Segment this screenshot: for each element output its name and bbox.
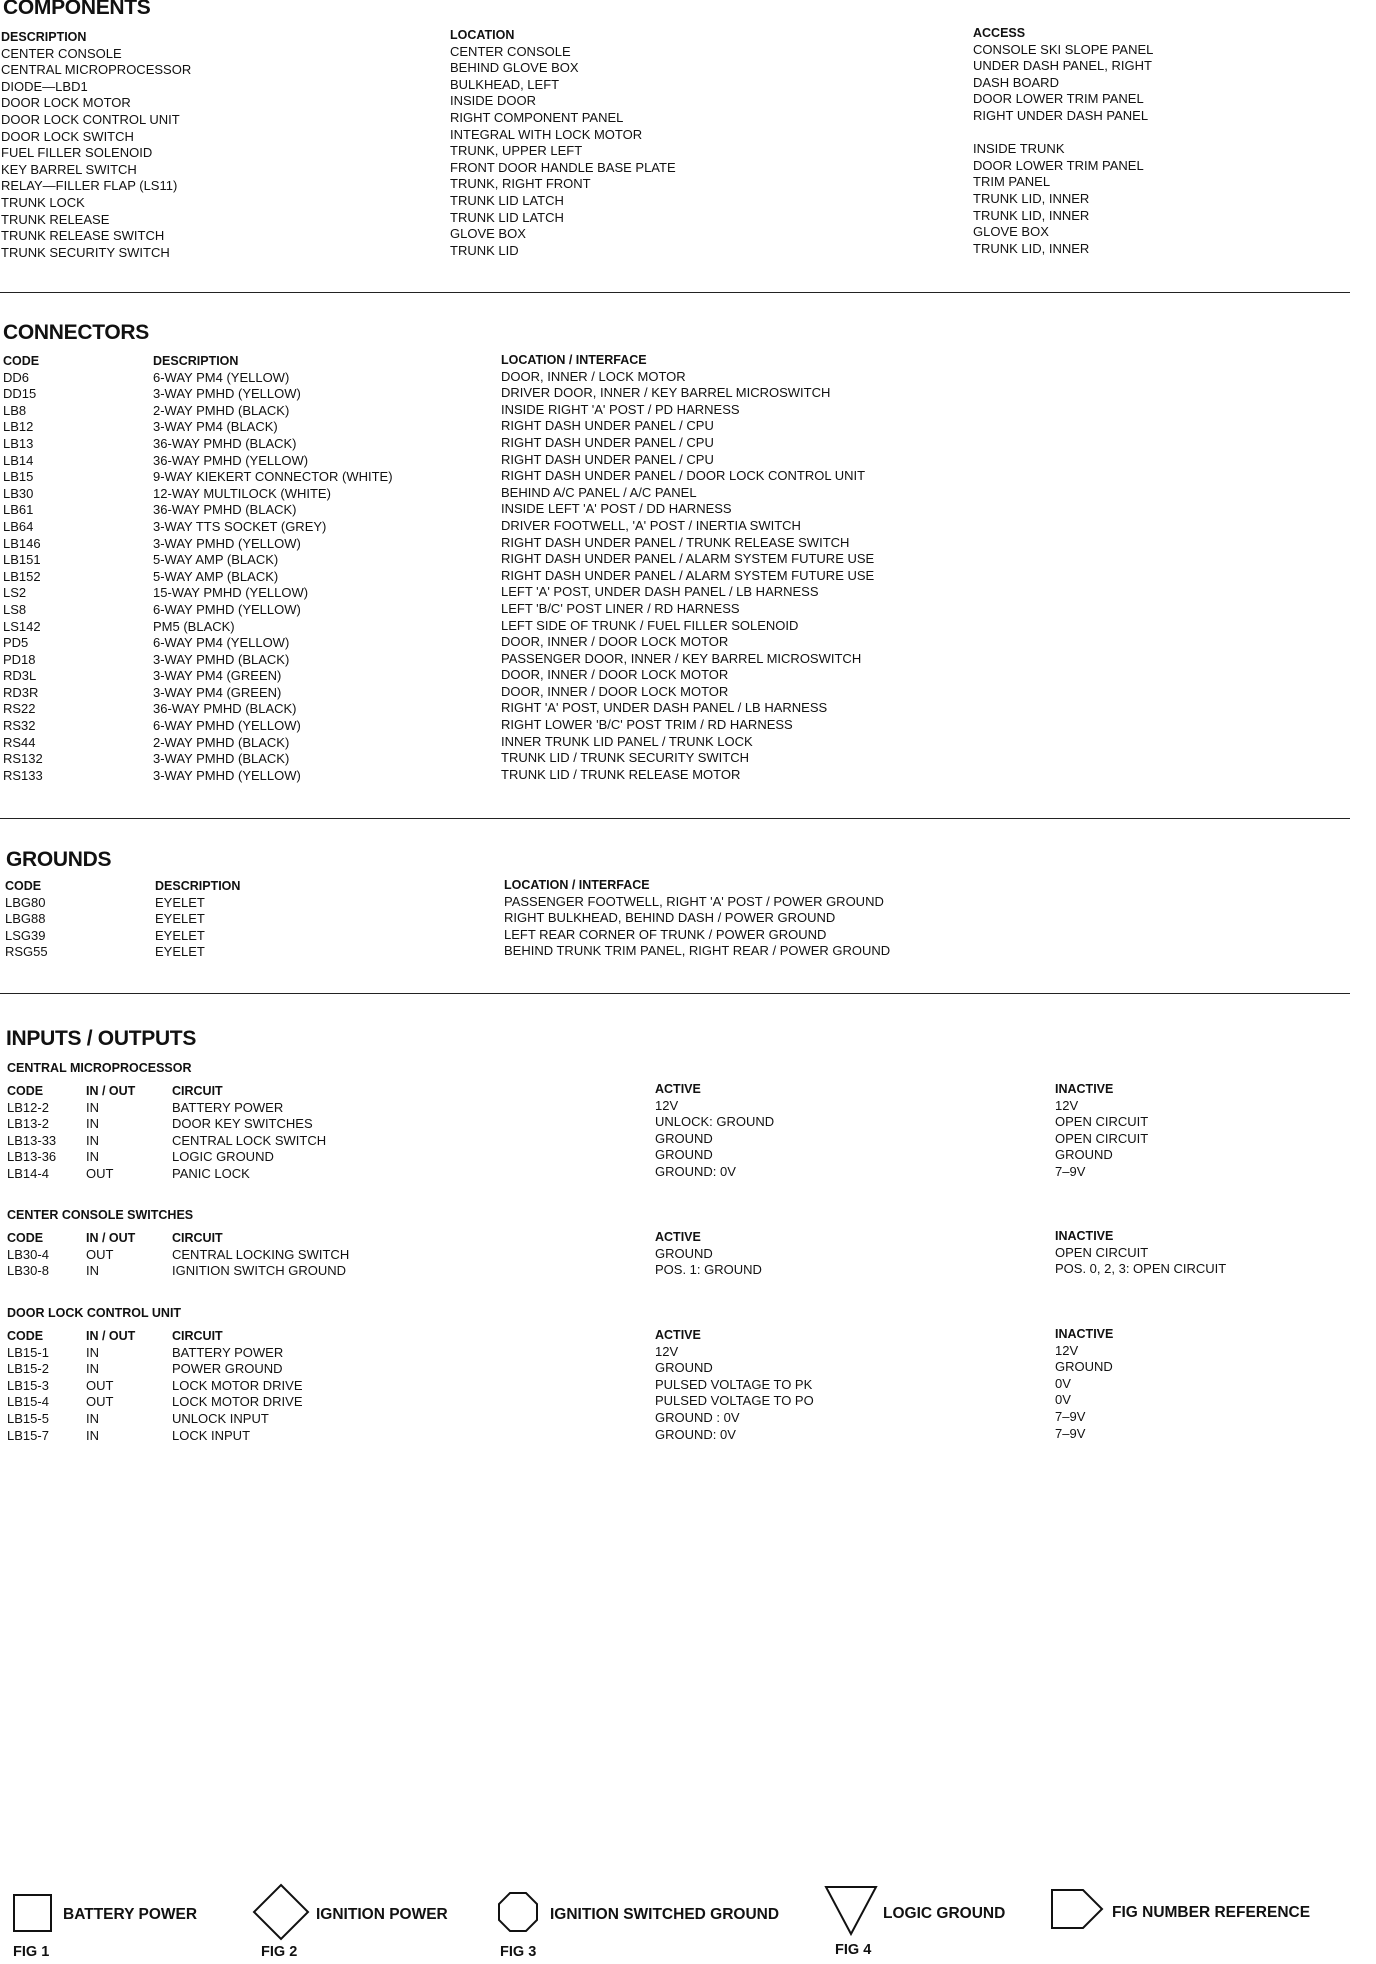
table-cell: DOOR, INNER / DOOR LOCK MOTOR: [501, 667, 729, 683]
table-cell: GROUND: [655, 1130, 713, 1146]
legend-label: FIG NUMBER REFERENCE: [1112, 1904, 1311, 1921]
table-cell: 12V: [1055, 1097, 1079, 1113]
table-cell: CENTER CONSOLE: [450, 43, 571, 59]
fig-label: FIG 4: [835, 1942, 872, 1958]
table-cell: RIGHT LOWER 'B/C' POST TRIM / RD HARNESS: [501, 717, 793, 733]
legend-label: LOGIC GROUND: [883, 1905, 1006, 1922]
table-cell: LB12: [3, 419, 34, 435]
table-cell: GROUND: [1055, 1359, 1113, 1375]
table-cell: PANIC LOCK: [172, 1165, 250, 1181]
table-cell: INTEGRAL WITH LOCK MOTOR: [450, 126, 643, 142]
components-heading: COMPONENTS: [3, 0, 151, 19]
table-cell: GLOVE BOX: [973, 224, 1049, 240]
table-cell: LB12-2: [7, 1099, 49, 1115]
components-description-header: DESCRIPTION: [1, 30, 87, 44]
square-icon: [13, 1894, 53, 1932]
table-cell: PD5: [3, 635, 29, 651]
table-cell: TRUNK LID / TRUNK RELEASE MOTOR: [501, 766, 741, 782]
table-cell: LB15-7: [7, 1427, 49, 1443]
table-cell: LB15: [3, 469, 34, 485]
table-cell: RIGHT COMPONENT PANEL: [450, 109, 624, 125]
divider: [0, 292, 1350, 293]
table-cell: LB61: [3, 502, 34, 518]
io-circuit-header: CIRCUIT: [172, 1231, 223, 1245]
io-group-title: CENTER CONSOLE SWITCHES: [7, 1208, 194, 1222]
table-cell: RELAY—FILLER FLAP (LS11): [1, 178, 178, 194]
table-cell: LS2: [3, 585, 27, 601]
table-cell: 7–9V: [1055, 1425, 1086, 1441]
io-inactive-header: INACTIVE: [1055, 1327, 1114, 1341]
grounds-heading: GROUNDS: [6, 848, 112, 871]
components-location-header: LOCATION: [450, 28, 515, 42]
io-active-header: ACTIVE: [655, 1328, 701, 1342]
connectors-heading: CONNECTORS: [3, 321, 149, 344]
table-cell: LEFT REAR CORNER OF TRUNK / POWER GROUND: [504, 926, 827, 942]
table-cell: TRUNK SECURITY SWITCH: [1, 244, 170, 260]
fig-label: FIG 3: [500, 1944, 537, 1960]
table-cell: POS. 0, 2, 3: OPEN CIRCUIT: [1055, 1261, 1227, 1277]
table-cell: DOOR LOCK SWITCH: [1, 128, 134, 144]
table-cell: RIGHT DASH UNDER PANEL / DOOR LOCK CONTROL UNIT: [501, 468, 866, 484]
table-cell: RIGHT DASH UNDER PANEL / ALARM SYSTEM FUTURE USE: [501, 567, 875, 583]
table-cell: OPEN CIRCUIT: [1055, 1130, 1149, 1146]
table-cell: LB14-4: [7, 1165, 49, 1181]
table-cell: GROUND: [655, 1245, 713, 1261]
table-cell: DOOR, INNER / LOCK MOTOR: [501, 368, 686, 384]
table-cell: UNLOCK: GROUND: [655, 1114, 775, 1130]
table-cell: DOOR LOCK CONTROL UNIT: [1, 111, 180, 127]
table-cell: CENTRAL LOCK SWITCH: [172, 1132, 327, 1148]
io-inout-column: [86, 1083, 135, 1183]
table-cell: GROUND : 0V: [655, 1409, 740, 1425]
io-inout-column: [86, 1230, 135, 1280]
table-cell: FRONT DOOR HANDLE BASE PLATE: [450, 159, 676, 175]
table-cell: LOCK MOTOR DRIVE: [172, 1394, 303, 1410]
components-access-header: ACCESS: [973, 26, 1026, 40]
grounds-code-header: CODE: [5, 879, 42, 893]
grounds-code-column: [5, 878, 48, 961]
grounds-description-header: DESCRIPTION: [155, 879, 241, 893]
table-cell: RS133: [3, 767, 43, 783]
table-cell: LB30-8: [7, 1263, 49, 1279]
legend-label: IGNITION SWITCHED GROUND: [550, 1906, 780, 1923]
table-cell: BATTERY POWER: [172, 1099, 284, 1115]
io-heading: INPUTS / OUTPUTS: [6, 1027, 197, 1050]
table-cell: 12V: [1055, 1342, 1079, 1358]
table-cell: 6-WAY PM4 (YELLOW): [153, 369, 290, 385]
table-cell: LB152: [3, 568, 41, 584]
table-cell: RIGHT DASH UNDER PANEL / CPU: [501, 418, 714, 434]
table-cell: RSG55: [5, 944, 48, 960]
table-cell: PM5 (BLACK): [153, 618, 235, 634]
table-cell: RIGHT DASH UNDER PANEL / CPU: [501, 451, 714, 467]
table-cell: DASH BOARD: [973, 74, 1059, 90]
table-cell: IN: [86, 1149, 99, 1165]
diamond-icon: [253, 1884, 309, 1940]
table-cell: 2-WAY PMHD (BLACK): [153, 734, 290, 750]
io-active-header: ACTIVE: [655, 1230, 701, 1244]
table-cell: [973, 125, 1153, 142]
table-cell: IN: [86, 1361, 99, 1377]
table-cell: TRUNK, UPPER LEFT: [450, 143, 583, 159]
io-circuit-column: [172, 1083, 326, 1183]
table-cell: 36-WAY PMHD (BLACK): [153, 701, 297, 717]
table-cell: LB8: [3, 402, 27, 418]
table-cell: LB15-1: [7, 1344, 49, 1360]
io-inactive-header: INACTIVE: [1055, 1082, 1114, 1096]
divider: [0, 818, 1350, 819]
table-cell: LB13-36: [7, 1149, 57, 1165]
table-cell: OPEN CIRCUIT: [1055, 1114, 1149, 1130]
table-cell: LB30: [3, 485, 34, 501]
triangle-icon: [825, 1886, 877, 1936]
io-code-header: CODE: [7, 1231, 44, 1245]
table-cell: TRUNK LID, INNER: [973, 190, 1090, 206]
table-cell: EYELET: [155, 927, 205, 943]
io-circuit-column: [172, 1230, 349, 1280]
table-cell: TRUNK LID, INNER: [973, 240, 1090, 256]
pentagon-arrow-icon: [1051, 1889, 1103, 1929]
table-cell: RS32: [3, 718, 36, 734]
table-cell: EYELET: [155, 911, 205, 927]
table-cell: 15-WAY PMHD (YELLOW): [153, 585, 309, 601]
table-cell: 3-WAY PMHD (BLACK): [153, 751, 290, 767]
table-cell: 3-WAY PM4 (GREEN): [153, 668, 282, 684]
table-cell: IN: [86, 1099, 99, 1115]
io-code-column: [7, 1230, 49, 1280]
table-cell: EYELET: [155, 894, 205, 910]
table-cell: DOOR LOWER TRIM PANEL: [973, 91, 1144, 107]
table-cell: LOGIC GROUND: [172, 1149, 274, 1165]
table-cell: OUT: [86, 1377, 114, 1393]
table-cell: LEFT 'A' POST, UNDER DASH PANEL / LB HARNESS: [501, 584, 819, 600]
io-active-header: ACTIVE: [655, 1082, 701, 1096]
table-cell: LB15-2: [7, 1361, 49, 1377]
table-cell: LBG88: [5, 911, 46, 927]
table-cell: LEFT 'B/C' POST LINER / RD HARNESS: [501, 600, 740, 616]
table-cell: OUT: [86, 1394, 114, 1410]
io-circuit-header: CIRCUIT: [172, 1329, 223, 1343]
table-cell: KEY BARREL SWITCH: [1, 161, 137, 177]
table-cell: CENTRAL LOCKING SWITCH: [172, 1246, 350, 1262]
table-cell: POWER GROUND: [172, 1361, 283, 1377]
table-cell: LBG80: [5, 894, 46, 910]
table-cell: LOCK INPUT: [172, 1427, 251, 1443]
table-cell: RS132: [3, 751, 43, 767]
table-cell: 12V: [655, 1097, 679, 1113]
table-cell: LSG39: [5, 927, 46, 943]
table-cell: LB146: [3, 535, 41, 551]
table-cell: IN: [86, 1410, 99, 1426]
table-cell: RIGHT BULKHEAD, BEHIND DASH / POWER GROUND: [504, 910, 836, 926]
table-cell: LB15-3: [7, 1377, 49, 1393]
table-cell: INSIDE TRUNK: [973, 141, 1065, 157]
table-cell: RIGHT 'A' POST, UNDER DASH PANEL / LB HARNESS: [501, 700, 828, 716]
io-active-column: [655, 1229, 762, 1279]
connectors-description-header: DESCRIPTION: [153, 354, 239, 368]
components-access-column: [973, 25, 1153, 257]
table-cell: INSIDE DOOR: [450, 93, 536, 109]
grounds-location-column: [504, 877, 890, 960]
legend-label: BATTERY POWER: [63, 1906, 198, 1923]
io-active-column: [655, 1081, 774, 1181]
table-cell: BEHIND GLOVE BOX: [450, 60, 579, 76]
table-cell: TRUNK LID / TRUNK SECURITY SWITCH: [501, 750, 749, 766]
io-circuit-header: CIRCUIT: [172, 1084, 223, 1098]
table-cell: PASSENGER DOOR, INNER / KEY BARREL MICROSWITCH: [501, 650, 862, 666]
table-cell: 12V: [655, 1343, 679, 1359]
io-inactive-column: [1055, 1228, 1226, 1278]
table-cell: IN: [86, 1344, 99, 1360]
io-code-column: [7, 1083, 56, 1183]
table-cell: GROUND: [655, 1360, 713, 1376]
table-cell: OUT: [86, 1165, 114, 1181]
table-cell: GROUND: 0V: [655, 1426, 736, 1442]
table-cell: TRUNK LID: [450, 242, 519, 258]
table-cell: 36-WAY PMHD (BLACK): [153, 435, 297, 451]
io-code-header: CODE: [7, 1329, 44, 1343]
io-circuit-column: [172, 1328, 303, 1444]
legend-label: IGNITION POWER: [316, 1906, 448, 1923]
io-inout-column: [86, 1328, 135, 1444]
table-cell: RIGHT DASH UNDER PANEL / CPU: [501, 434, 714, 450]
table-cell: UNLOCK INPUT: [172, 1410, 269, 1426]
table-cell: IN: [86, 1116, 99, 1132]
table-cell: LB14: [3, 452, 34, 468]
table-cell: CONSOLE SKI SLOPE PANEL: [973, 41, 1154, 57]
table-cell: PULSED VOLTAGE TO PO: [655, 1393, 814, 1409]
io-group-title: DOOR LOCK CONTROL UNIT: [7, 1306, 182, 1320]
table-cell: GROUND: [1055, 1147, 1113, 1163]
table-cell: LB15-4: [7, 1394, 49, 1410]
table-cell: 3-WAY PMHD (YELLOW): [153, 386, 301, 402]
table-cell: DD6: [3, 369, 30, 385]
table-cell: RIGHT DASH UNDER PANEL / ALARM SYSTEM FUTURE USE: [501, 551, 875, 567]
table-cell: OUT: [86, 1246, 114, 1262]
table-cell: DOOR LOWER TRIM PANEL: [973, 157, 1144, 173]
table-cell: DIODE—LBD1: [1, 78, 88, 94]
table-cell: 5-WAY AMP (BLACK): [153, 568, 279, 584]
io-inout-header: IN / OUT: [86, 1231, 136, 1245]
grounds-location-header: LOCATION / INTERFACE: [504, 878, 650, 892]
table-cell: TRUNK RELEASE SWITCH: [1, 228, 165, 244]
table-cell: POS. 1: GROUND: [655, 1262, 762, 1278]
table-cell: BEHIND TRUNK TRIM PANEL, RIGHT REAR / POWER GROUND: [504, 943, 891, 959]
components-location-column: [450, 27, 676, 259]
table-cell: INSIDE RIGHT 'A' POST / PD HARNESS: [501, 401, 740, 417]
table-cell: LB64: [3, 518, 34, 534]
io-code-header: CODE: [7, 1084, 44, 1098]
connectors-location-column: [501, 352, 874, 783]
io-group-title: CENTRAL MICROPROCESSOR: [7, 1061, 192, 1075]
table-cell: TRUNK LID LATCH: [450, 192, 564, 208]
table-cell: INNER TRUNK LID PANEL / TRUNK LOCK: [501, 733, 753, 749]
table-cell: LB151: [3, 552, 41, 568]
table-cell: BATTERY POWER: [172, 1344, 284, 1360]
octagon-icon: [498, 1892, 538, 1932]
table-cell: EYELET: [155, 944, 205, 960]
table-cell: FUEL FILLER SOLENOID: [1, 145, 153, 161]
table-cell: LB30-4: [7, 1246, 49, 1262]
table-cell: IN: [86, 1263, 99, 1279]
table-cell: IN: [86, 1132, 99, 1148]
table-cell: DRIVER DOOR, INNER / KEY BARREL MICROSWITCH: [501, 385, 831, 401]
table-cell: RS44: [3, 734, 36, 750]
table-cell: LEFT SIDE OF TRUNK / FUEL FILLER SOLENOID: [501, 617, 799, 633]
table-cell: 6-WAY PM4 (YELLOW): [153, 635, 290, 651]
table-cell: TRUNK LID LATCH: [450, 209, 564, 225]
table-cell: IN: [86, 1427, 99, 1443]
table-cell: LB15-5: [7, 1410, 49, 1426]
table-cell: 36-WAY PMHD (BLACK): [153, 502, 297, 518]
divider: [0, 993, 1350, 994]
table-cell: UNDER DASH PANEL, RIGHT: [973, 58, 1152, 74]
table-cell: TRUNK, RIGHT FRONT: [450, 176, 591, 192]
table-cell: RIGHT UNDER DASH PANEL: [973, 107, 1149, 123]
table-cell: LB13-33: [7, 1132, 57, 1148]
table-cell: RD3L: [3, 668, 37, 684]
table-cell: BEHIND A/C PANEL / A/C PANEL: [501, 484, 697, 500]
io-active-column: [655, 1327, 814, 1443]
table-cell: DOOR KEY SWITCHES: [172, 1116, 313, 1132]
io-inout-header: IN / OUT: [86, 1084, 136, 1098]
io-inactive-header: INACTIVE: [1055, 1229, 1114, 1243]
table-cell: 9-WAY KIEKERT CONNECTOR (WHITE): [153, 469, 393, 485]
table-cell: 6-WAY PMHD (YELLOW): [153, 601, 301, 617]
connectors-description-column: [153, 353, 393, 784]
table-cell: DRIVER FOOTWELL, 'A' POST / INERTIA SWITCH: [501, 517, 801, 533]
fig-label: FIG 2: [261, 1944, 298, 1960]
table-cell: CENTRAL MICROPROCESSOR: [1, 62, 192, 78]
components-description-column: [1, 29, 191, 261]
table-cell: TRUNK LID, INNER: [973, 207, 1090, 223]
table-cell: RS22: [3, 701, 36, 717]
table-cell: LOCK MOTOR DRIVE: [172, 1377, 303, 1393]
table-cell: DOOR, INNER / DOOR LOCK MOTOR: [501, 683, 729, 699]
table-cell: TRIM PANEL: [973, 174, 1051, 190]
table-cell: INSIDE LEFT 'A' POST / DD HARNESS: [501, 501, 732, 517]
table-cell: PD18: [3, 651, 36, 667]
io-inout-header: IN / OUT: [86, 1329, 136, 1343]
table-cell: CENTER CONSOLE: [1, 45, 122, 61]
table-cell: 3-WAY PMHD (YELLOW): [153, 767, 301, 783]
table-cell: OPEN CIRCUIT: [1055, 1244, 1149, 1260]
table-cell: 7–9V: [1055, 1408, 1086, 1424]
table-cell: TRUNK LOCK: [1, 194, 85, 210]
table-cell: PASSENGER FOOTWELL, RIGHT 'A' POST / POWER GROUND: [504, 893, 884, 909]
table-cell: DOOR LOCK MOTOR: [1, 95, 131, 111]
table-cell: BULKHEAD, LEFT: [450, 76, 560, 92]
connectors-location-header: LOCATION / INTERFACE: [501, 353, 647, 367]
table-cell: 3-WAY PMHD (YELLOW): [153, 535, 301, 551]
table-cell: LS142: [3, 618, 41, 634]
connectors-code-header: CODE: [3, 354, 40, 368]
io-code-column: [7, 1328, 49, 1444]
table-cell: 5-WAY AMP (BLACK): [153, 552, 279, 568]
table-cell: RD3R: [3, 684, 39, 700]
table-cell: 3-WAY PM4 (GREEN): [153, 684, 282, 700]
table-cell: LS8: [3, 601, 27, 617]
table-cell: 3-WAY TTS SOCKET (GREY): [153, 518, 327, 534]
table-cell: PULSED VOLTAGE TO PK: [655, 1376, 813, 1392]
table-cell: GROUND: [655, 1147, 713, 1163]
table-cell: 3-WAY PMHD (BLACK): [153, 651, 290, 667]
table-cell: 36-WAY PMHD (YELLOW): [153, 452, 309, 468]
table-cell: GROUND: 0V: [655, 1163, 736, 1179]
table-cell: LB13-2: [7, 1116, 49, 1132]
io-inactive-column: [1055, 1081, 1148, 1181]
grounds-description-column: [155, 878, 240, 961]
fig-label: FIG 1: [13, 1944, 50, 1960]
table-cell: RIGHT DASH UNDER PANEL / TRUNK RELEASE SWITCH: [501, 534, 850, 550]
table-cell: 0V: [1055, 1375, 1071, 1391]
table-cell: TRUNK RELEASE: [1, 211, 110, 227]
table-cell: 0V: [1055, 1392, 1071, 1408]
table-cell: DOOR, INNER / DOOR LOCK MOTOR: [501, 634, 729, 650]
table-cell: 2-WAY PMHD (BLACK): [153, 402, 290, 418]
table-cell: DD15: [3, 386, 37, 402]
connectors-code-column: [3, 353, 43, 784]
table-cell: 6-WAY PMHD (YELLOW): [153, 718, 301, 734]
table-cell: 3-WAY PM4 (BLACK): [153, 419, 278, 435]
table-cell: 12-WAY MULTILOCK (WHITE): [153, 485, 331, 501]
table-cell: LB13: [3, 435, 34, 451]
io-inactive-column: [1055, 1326, 1113, 1442]
table-cell: 7–9V: [1055, 1163, 1086, 1179]
table-cell: GLOVE BOX: [450, 226, 526, 242]
table-cell: IGNITION SWITCH GROUND: [172, 1263, 347, 1279]
